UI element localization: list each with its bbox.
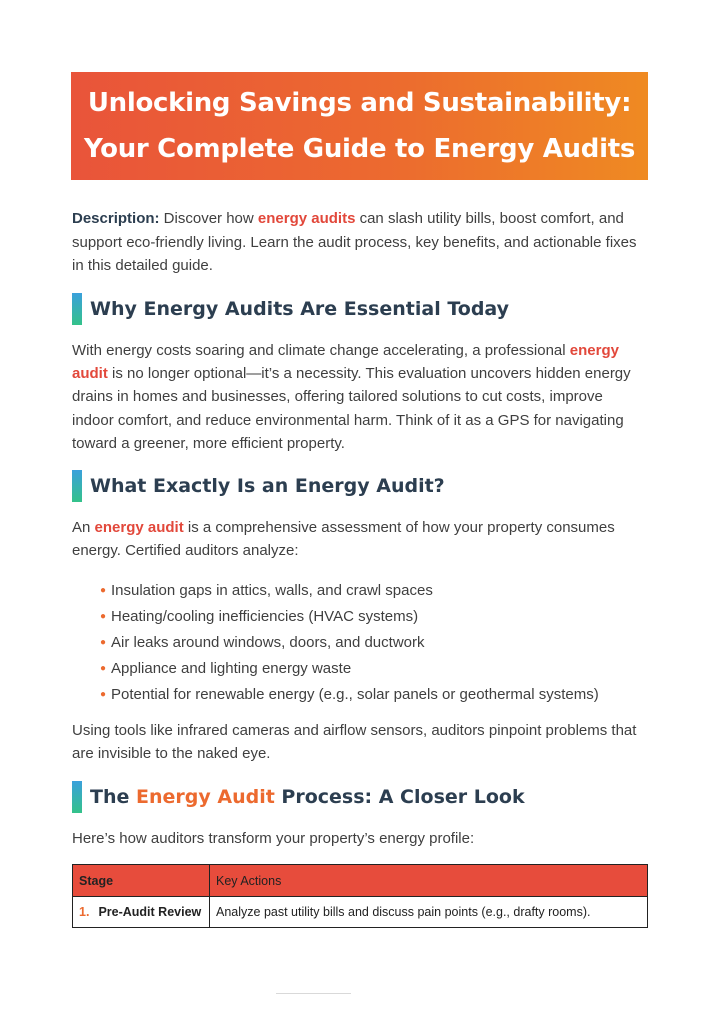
audit-checklist: [100, 578, 599, 708]
description-text-2: can slash utility bills, boost comfort, and support eco-friendly living. Learn the audit process, key benefits, and actionable fixes in this detailed guide.: [72, 210, 637, 274]
column-header-actions: Key Actions: [210, 865, 648, 897]
description-keyword: energy audits: [257, 210, 356, 227]
why-paragraph: [72, 339, 648, 455]
table-row: [73, 897, 648, 928]
bullet-dot-icon: ●: [100, 663, 107, 674]
section-heading-what: [72, 470, 445, 502]
bullet-dot-icon: ●: [100, 611, 107, 622]
list-item: ● Air leaks around windows, doors, and ductwork: [100, 630, 599, 656]
what-keyword: energy audit: [94, 519, 184, 536]
section-heading-why: [72, 293, 509, 325]
why-text-2: is no longer optional—it’s a necessity. This evaluation uncovers hidden energy drains in homes and businesses, offering tailored solutions to cut costs, improve indoor comfort, and reduce environmental harm. Think of it as a GPS for navigating toward a greener, more efficient property.: [72, 365, 631, 452]
section-heading-why-text: Why Energy Audits Are Essential Today: [90, 298, 510, 320]
stage-number: 1.: [79, 905, 90, 919]
hero-title-line-1: Unlocking Savings and Sustainability:: [87, 88, 632, 118]
what-text-2: is a comprehensive assessment of how your property consumes energy. Certified auditors analyze:: [72, 519, 615, 560]
list-item: ● Potential for renewable energy (e.g., solar panels or geothermal systems): [100, 682, 599, 708]
section-heading-process-text: The Energy Audit Process: A Closer Look: [90, 786, 525, 808]
description-paragraph: [72, 207, 648, 278]
list-item: ● Insulation gaps in attics, walls, and crawl spaces: [100, 578, 599, 604]
stage-cell: [73, 897, 210, 928]
list-item: ● Appliance and lighting energy waste: [100, 656, 599, 682]
why-keyword: energy audit: [72, 342, 619, 383]
action-cell: Analyze past utility bills and discuss pain points (e.g., drafty rooms).: [210, 897, 648, 928]
bullet-dot-icon: ●: [100, 637, 107, 648]
description-text-1: Discover how: [159, 210, 258, 227]
process-table: [72, 864, 648, 928]
stage-name: Pre-Audit Review: [98, 905, 202, 919]
bullet-dot-icon: ●: [100, 689, 107, 700]
section-heading-what-text: What Exactly Is an Energy Audit?: [90, 475, 445, 497]
heading-accent-bar: [72, 470, 82, 502]
description-label: Description:: [72, 210, 160, 227]
hero-title-line-2: Your Complete Guide to Energy Audits: [84, 134, 635, 164]
process-intro: Here’s how auditors transform your property’s energy profile:: [72, 830, 475, 847]
footer-divider: [276, 993, 351, 994]
hero-banner: [71, 72, 648, 180]
tools-paragraph: Using tools like infrared cameras and airflow sensors, auditors pinpoint problems that are invisible to the naked eye.: [72, 722, 637, 763]
column-header-stage: Stage: [73, 865, 210, 897]
heading-keyword: Energy Audit: [136, 786, 275, 808]
why-text-1: With energy costs soaring and climate change accelerating, a professional: [72, 342, 570, 359]
section-heading-process: [72, 781, 525, 813]
bullet-dot-icon: ●: [100, 585, 107, 596]
what-paragraph: [72, 516, 648, 562]
list-item: ● Heating/cooling inefficiencies (HVAC systems): [100, 604, 599, 630]
table-header-row: [73, 865, 648, 897]
heading-accent-bar: [72, 781, 82, 813]
what-text-1: An: [72, 519, 95, 536]
heading-accent-bar: [72, 293, 82, 325]
